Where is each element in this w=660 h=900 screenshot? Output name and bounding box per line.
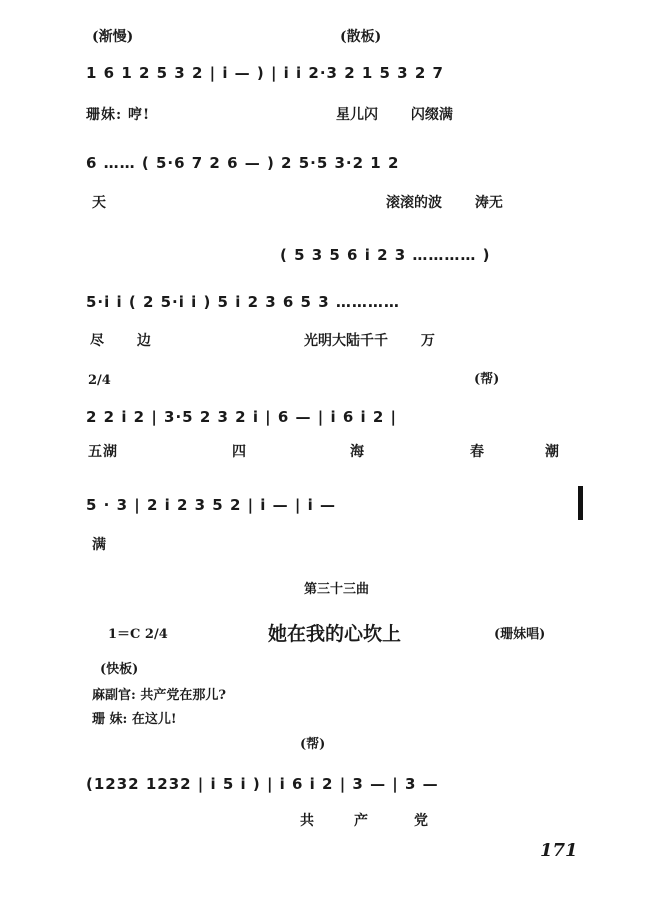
lyric-line-5-a: 五湖: [88, 444, 118, 460]
notation-line-6: 5 · 3 | 2 i 2 3 5 2 | i — | i —: [86, 496, 336, 514]
song-notation-line: (1232 1232 | i 5 i ) | i 6 i 2 | 3 — | 3 —: [86, 775, 439, 793]
tempo-mark-slowing: (渐慢): [92, 29, 134, 45]
dialogue-line-2: 珊 妹: 在这儿!: [92, 712, 177, 727]
tempo-mark-free: (散板): [340, 29, 382, 45]
notation-line-1: 1 6 1 2 5 3 2 | i — ) | i i 2·3 2 1 5 3 2 7: [86, 64, 444, 82]
lyric-line-4-a: 尽 边: [90, 333, 151, 349]
lyric-line-1-speaker: 珊妹: 哼!: [86, 107, 151, 123]
final-barline: [578, 486, 583, 520]
lyric-line-2-a: 天: [92, 195, 107, 211]
meter-change: 2/4: [88, 373, 111, 388]
notation-line-2: 6 …… ( 5·6 7 2 6 — ) 2 5·5 3·2 1 2: [86, 154, 400, 172]
song-title: 她在我的心坎上: [268, 623, 402, 645]
song-lyric-a: 共: [300, 813, 315, 829]
song-key-meter: 1＝C 2/4: [108, 627, 168, 642]
lyric-line-4-b: 光明大陆千千 万: [304, 333, 435, 349]
lyric-line-5-c: 海: [350, 444, 365, 460]
notation-line-5: 2 2 i 2 | 3·5 2 3 2 i | 6 — | i 6 i 2 |: [86, 408, 397, 426]
lyric-line-5-e: 潮: [545, 444, 560, 460]
dialogue-line-1: 麻副官: 共产党在那儿?: [92, 688, 226, 703]
song-lyric-b: 产: [354, 813, 369, 829]
lyric-line-1-text: 星儿闪 闪缀满: [336, 107, 453, 123]
song-lyric-c: 党: [414, 813, 429, 829]
lyric-line-2-b: 滚滚的波 涛无: [386, 195, 503, 211]
help-label-2: (帮): [300, 737, 326, 752]
notation-line-3: ( 5 3 5 6 i 2 3 ………… ): [280, 246, 491, 264]
lyric-line-6: 满: [92, 537, 107, 553]
notation-line-4: 5·i i ( 2 5·i i ) 5 i 2 3 6 5 3 …………: [86, 293, 400, 311]
lyric-line-5-d: 春: [470, 444, 485, 460]
page-number: 171: [540, 840, 578, 861]
help-label-1: (帮): [474, 372, 500, 387]
song-singer: (珊妹唱): [494, 627, 546, 642]
song-number: 第三十三曲: [304, 582, 370, 597]
lyric-line-5-b: 四: [232, 444, 247, 460]
song-tempo: (快板): [100, 662, 139, 677]
